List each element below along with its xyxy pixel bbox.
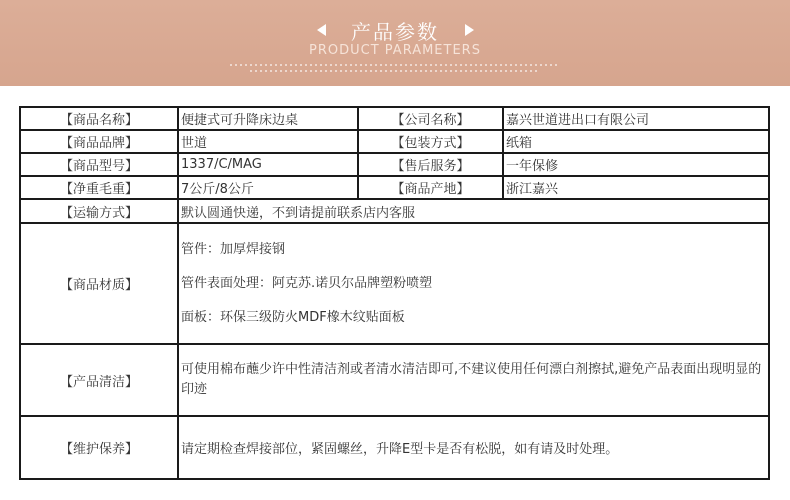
banner-title: 产品参数 [351, 20, 439, 44]
label-cell: 【产品清洁】 [20, 344, 178, 416]
table-row [20, 153, 769, 176]
label-cell: 【运输方式】 [20, 199, 178, 223]
value-cell: 世道 [178, 130, 358, 153]
cleaning-value: 可使用棉布蘸少许中性清洁剂或者清水清洁即可,不建议使用任何漂白剂擦拭,避免产品表面出现明显的印迹 [178, 344, 769, 416]
table-row [20, 223, 769, 344]
label-cell: 【净重毛重】 [20, 176, 178, 199]
table-row [20, 176, 769, 199]
label-cell: 【商品型号】 [20, 153, 178, 176]
table-row [20, 416, 769, 479]
label-cell: 【商品名称】 [20, 107, 178, 130]
label-cell: 【售后服务】 [358, 153, 503, 176]
value-cell: 浙江嘉兴 [503, 176, 769, 199]
value-cell: 便捷式可升降床边桌 [178, 107, 358, 130]
value-cell: 1337/C/MAG [178, 153, 358, 176]
label-cell: 【公司名称】 [358, 107, 503, 130]
label-cell: 【商品产地】 [358, 176, 503, 199]
table-row [20, 344, 769, 416]
label-cell: 【商品品牌】 [20, 130, 178, 153]
product-parameters-banner [0, 0, 790, 86]
parameters-table [19, 106, 770, 480]
decorative-line [230, 64, 560, 66]
label-cell: 【维护保养】 [20, 416, 178, 479]
decorative-line [250, 70, 540, 72]
material-line: 面板：环保三级防火MDF橡木纹贴面板 [181, 309, 405, 325]
material-line: 管件表面处理：阿克苏.诺贝尔品牌塑粉喷塑 [181, 275, 433, 291]
value-cell: 7公斤/8公斤 [178, 176, 358, 199]
label-cell: 【包装方式】 [358, 130, 503, 153]
label-cell: 【商品材质】 [20, 223, 178, 344]
material-value [178, 223, 769, 344]
table-row [20, 107, 769, 130]
value-cell: 纸箱 [503, 130, 769, 153]
shipping-value: 默认圆通快递，不到请提前联系店内客服 [178, 199, 769, 223]
value-cell: 嘉兴世道进出口有限公司 [503, 107, 769, 130]
value-cell: 一年保修 [503, 153, 769, 176]
table-row [20, 130, 769, 153]
table-row [20, 199, 769, 223]
material-line: 管件：加厚焊接钢 [181, 241, 286, 257]
maintenance-value: 请定期检查焊接部位，紧固螺丝，升降E型卡是否有松脱，如有请及时处理。 [178, 416, 769, 479]
arrow-right-icon [465, 24, 474, 36]
banner-subtitle: PRODUCT PARAMETERS [309, 43, 481, 58]
